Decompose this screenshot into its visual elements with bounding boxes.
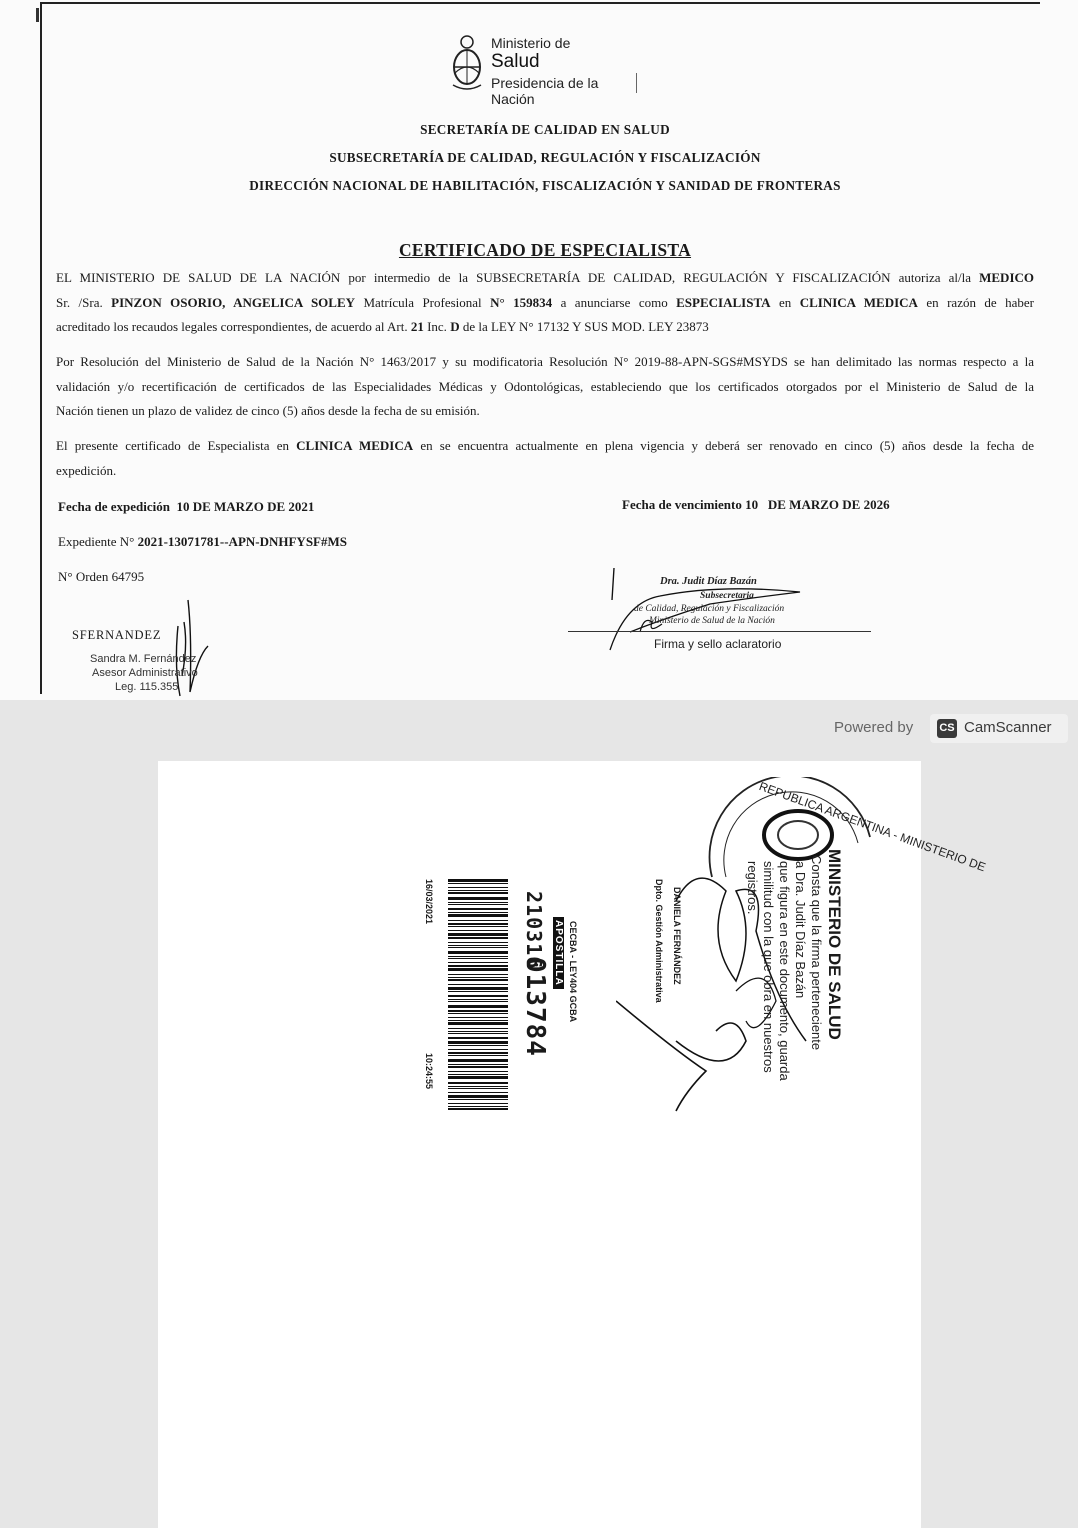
signer-office: de Calidad, Regulación y Fiscalización [634, 604, 785, 614]
barcode-bar [448, 908, 508, 910]
camscanner-logo-icon: CS [937, 719, 957, 738]
barcode-bar [448, 1055, 508, 1056]
barcode-bar [448, 1010, 508, 1012]
barcode-bar [448, 902, 508, 903]
ministry-logo [451, 31, 641, 107]
apostille-page [158, 761, 988, 1528]
barcode-bar [448, 926, 508, 927]
barcode-bar [448, 956, 508, 957]
text-run: Sr. /Sra. [56, 294, 112, 310]
stamp-line-3: que figura en este documento, guarda [777, 861, 792, 1081]
text-run: acreditado los recaudos legales correspondientes, de acuerdo al Art. [56, 319, 411, 334]
apostille-time: 10:24:55 [424, 1053, 434, 1090]
scan-mark [36, 8, 39, 22]
logo-line-1: Ministerio de [491, 35, 571, 51]
apostille-code: CECBA - LEY404 GCBA [568, 921, 578, 1023]
text-run: en [770, 294, 800, 310]
paragraph-resolution [56, 350, 1034, 424]
barcode-bar [448, 1103, 508, 1104]
barcode-bar [448, 1099, 508, 1100]
barcode-bar [448, 999, 508, 1000]
specialty: CLINICA MEDICA [799, 294, 918, 310]
barcode-bar [448, 1041, 508, 1044]
barcode-bar [448, 984, 508, 985]
barcode-bar [448, 937, 508, 939]
profession: MEDICO [979, 270, 1034, 285]
paragraph-authorization [56, 266, 1034, 340]
barcode-bar [448, 945, 508, 946]
scan-border-top [40, 2, 1040, 4]
holder-name: PINZON OSORIO, ANGELICA SOLEY [111, 294, 356, 310]
header-subsecretaria: SUBSECRETARÍA DE CALIDAD, REGULACIÓN Y FISCALIZACIÓN [329, 150, 761, 165]
barcode-bar [448, 1049, 508, 1050]
paragraph-line [56, 315, 1034, 340]
barcode-bar [448, 933, 508, 936]
paragraph-line: Nación tienen un plazo de validez de cinco (5) años desde la fecha de su emisión. [56, 403, 480, 418]
barcode-bar [448, 1095, 508, 1098]
barcode-bar [448, 1108, 508, 1110]
text-run: Matrícula Profesional [355, 294, 491, 310]
expiry-date-label: Fecha de vencimiento 10 [622, 497, 759, 512]
apostille-number: 013784 [520, 957, 550, 1057]
barcode-bar [448, 930, 508, 931]
expiry-date [622, 497, 890, 513]
issue-date-label: Fecha de expedición [58, 499, 170, 514]
text-run: de la LEY N° 17132 Y SUS MOD. LEY 23873 [459, 319, 709, 334]
apostille-official-dept: Dpto. Gestión Administrativa [654, 879, 664, 1003]
header-secretaria: SECRETARÍA DE CALIDAD EN SALUD [420, 122, 670, 137]
barcode-bar [448, 965, 508, 967]
paragraph-line: Por Resolución del Ministerio de Salud de la Nación N° 1463/2017 y su modificatoria Resolución N° 2019-88-APN-SGS#MSYDS se han delimitado las normas respecto a la [56, 354, 1034, 369]
barcode-bar [448, 914, 508, 917]
text-run: El presente certificado de Especialista en [56, 438, 297, 453]
paragraph-line: expedición. [56, 462, 117, 478]
signature-label: Firma y sello aclaratorio [654, 637, 782, 651]
logo-divider [636, 73, 637, 93]
barcode-bar [448, 904, 508, 905]
barcode-bar [448, 1013, 508, 1014]
stamp-legajo: Leg. 115.355 [115, 681, 179, 693]
apostille-date: 16/03/2021 [424, 879, 434, 925]
text-run: en razón de haber [917, 294, 1034, 310]
barcode-bar [448, 1092, 508, 1093]
barcode-bar [448, 1033, 508, 1034]
barcode-bar [448, 923, 508, 925]
logo-line-3: Presidencia de la Nación [491, 75, 599, 107]
expiry-date-value: DE MARZO DE 2026 [767, 497, 890, 512]
article: 21 [410, 319, 424, 334]
stamp-line-2: a Dra. Judit Díaz Bazán [793, 861, 808, 999]
barcode-bar [448, 991, 508, 992]
barcode-bar [448, 968, 508, 971]
signer-name: Dra. Judit Díaz Bazán [660, 576, 757, 587]
paragraph-line: validación y/o recertificación de certificados de las Especialidades Médicas y Odontológicas, estableciendo que los certificados otorgados por el Ministerio de Salud de la [56, 378, 1034, 394]
text-run: Inc. [423, 319, 451, 334]
barcode-bar [448, 947, 508, 948]
barcode-bar [448, 1031, 508, 1032]
inciso: D [450, 319, 460, 334]
barcode-bar [448, 962, 508, 963]
barcode-bar [448, 1071, 508, 1072]
stamp-role: Asesor Administrativo [92, 667, 198, 679]
certificate-page [0, 0, 1078, 700]
barcode-bar [448, 1059, 508, 1062]
barcode-bar [448, 977, 508, 978]
barcode-bar [448, 1088, 508, 1089]
barcode-bar [448, 892, 508, 894]
barcode-bar [448, 1086, 508, 1087]
apostille-label: APOSTILLA [553, 917, 564, 989]
specialty: CLINICA MEDICA [296, 438, 414, 453]
barcode-bar [448, 1076, 508, 1079]
apostille-official-name: DANIELA FERNÁNDEZ [672, 887, 682, 985]
text-run: a anunciarse como [552, 294, 677, 310]
initials-sfernandez: SFERNANDEZ [72, 628, 162, 642]
barcode-bar [448, 897, 508, 900]
stamp-line-4: similitud con la que obra en nuestros [761, 861, 776, 1073]
barcode-bar [448, 1066, 508, 1068]
expediente-value: 2021-13071781--APN-DNHFYSF#MS [137, 534, 347, 549]
stamp-title: MINISTERIO DE SALUD [825, 849, 844, 1040]
barcode-bar [448, 974, 508, 975]
barcode-bar [448, 1022, 508, 1025]
text-run: en se encuentra actualmente en plena vigencia y deberá ser renovado en cinco (5) años desde la fecha de [413, 438, 1034, 453]
camscanner-badge [930, 714, 1068, 743]
barcode-bar [448, 920, 508, 921]
barcode-bar [448, 1082, 508, 1084]
barcode-bar [448, 1028, 508, 1029]
issue-date-value: 10 DE MARZO DE 2021 [176, 499, 315, 514]
license-number: N° 159834 [490, 294, 553, 310]
text-run: EL MINISTERIO DE SALUD DE LA NACIÓN por intermedio de la SUBSECRETARÍA DE CALIDAD, REGULACIÓN Y FISCALIZACIÓN autoriza al/la [56, 270, 980, 285]
logo-line-2: Salud [491, 51, 540, 72]
expediente-label: Expediente N° [58, 534, 135, 549]
stamp-ring-text: REPUBLICA ARGENTINA - MINISTERIO DE [757, 779, 988, 875]
coat-of-arms-icon [451, 33, 483, 93]
barcode-bar [448, 887, 508, 888]
text-run-bold: ESPECIALISTA [676, 294, 771, 310]
stamp-name: Sandra M. Fernández [90, 653, 197, 665]
paragraph-validity [56, 434, 1034, 483]
barcode-bar [448, 1052, 508, 1054]
paragraph-line [56, 291, 1034, 316]
barcode-bar [448, 1017, 508, 1018]
apostille-number-prefix: 210316 [522, 891, 546, 970]
paragraph-line [56, 434, 1034, 459]
barcode-bar [448, 890, 508, 891]
order-number: N° Orden 64795 [58, 569, 145, 584]
signer-ministry: Ministerio de Salud de la Nación [649, 616, 775, 626]
barcode-bar [448, 1106, 508, 1107]
page-title: CERTIFICADO DE ESPECIALISTA [398, 240, 692, 260]
barcode-bar [448, 1037, 508, 1039]
barcode-bar [448, 912, 508, 913]
camscanner-brand: CamScanner [964, 719, 1052, 736]
barcode-bar [448, 995, 508, 997]
stamp-line-1: Consta que la firma perteneciente [809, 855, 824, 1051]
barcode-bar [448, 1074, 508, 1075]
barcode-bar [448, 883, 508, 884]
barcode-bar [448, 979, 508, 981]
barcode-bar [448, 1001, 508, 1002]
barcode-bar [448, 1005, 508, 1008]
signature-line [568, 631, 871, 632]
header-direccion: DIRECCIÓN NACIONAL DE HABILITACIÓN, FISCALIZACIÓN Y SANIDAD DE FRONTERAS [249, 178, 841, 193]
signer-role: Subsecretaria [700, 591, 754, 601]
barcode-bar [448, 942, 508, 943]
scan-border-left [40, 4, 42, 694]
barcode-icon [448, 879, 508, 1111]
issue-date [58, 499, 314, 515]
barcode-bar [448, 987, 508, 990]
barcode-bar [448, 879, 508, 882]
paragraph-line [56, 266, 1034, 291]
barcode-bar [448, 1064, 508, 1065]
barcode-bar [448, 1020, 508, 1021]
barcode-bar [448, 951, 508, 954]
expediente [58, 534, 347, 550]
stamp-line-5: registros. [745, 861, 760, 915]
barcode-bar [448, 958, 508, 959]
powered-by-text: Powered by [834, 719, 914, 736]
barcode-bar [448, 1045, 508, 1046]
